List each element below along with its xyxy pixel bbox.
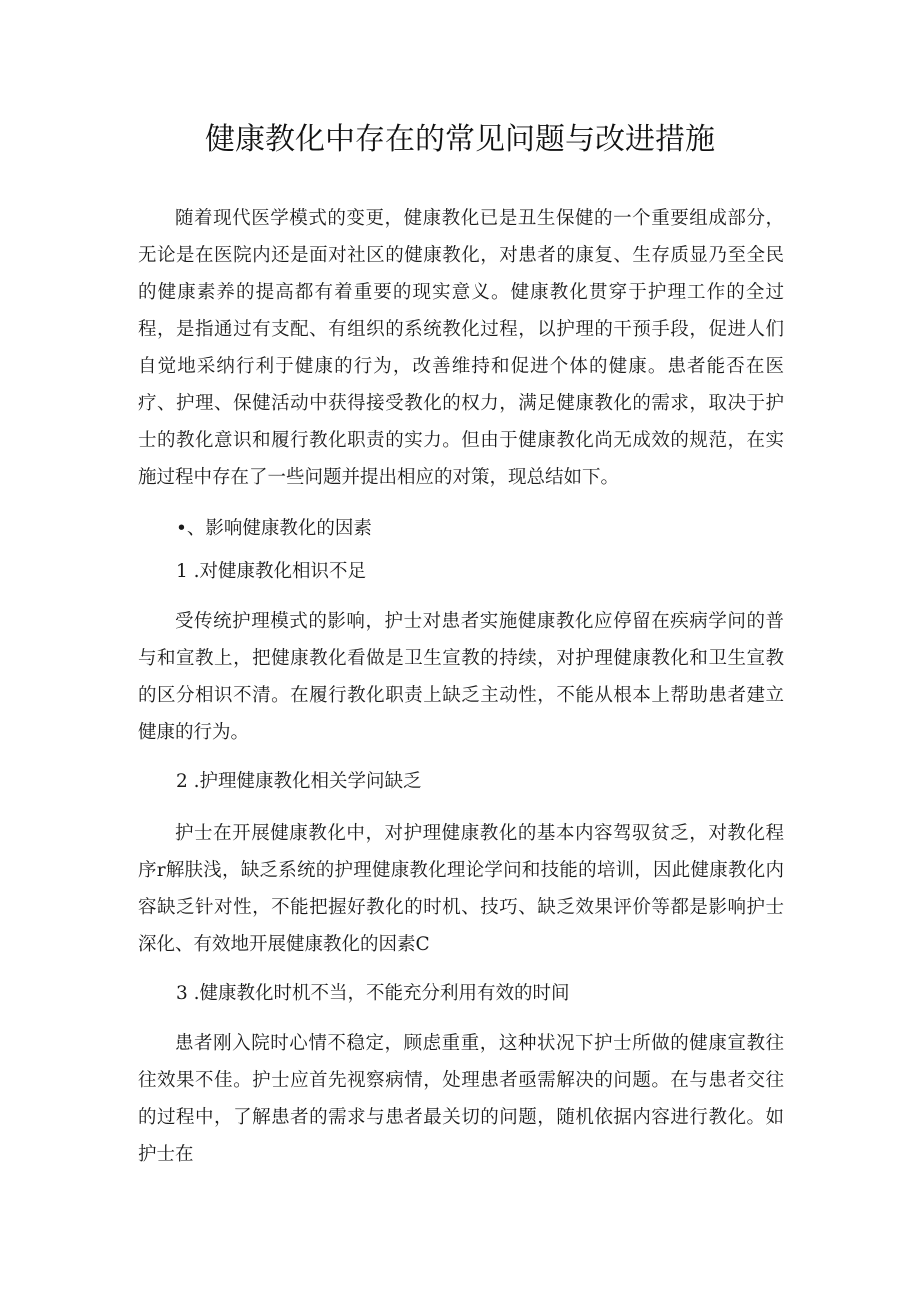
- section-heading-factors: •、影响健康教化的因素: [176, 518, 372, 539]
- item-body-3: 患者刚入院时心情不稳定，顾虑重重，这种状况下护士所做的健康宣教往往效果不佳。护士应首先视察病情，处理患者亟需解决的问题。在与患者交往的过程中，了解患者的需求与患者最关切的问题，随机依据内容进行教化。如护士在: [138, 1033, 784, 1165]
- intro-paragraph: 随着现代医学模式的变更，健康教化已是丑生保健的一个重要组成部分，无论是在医院内还是面对社区的健康教化，对患者的康复、生存质显乃至全民的健康素养的提高都有着重要的现实意义。健康教化贯穿于护理工作的全过程，是指通过有支配、有组织的系统教化过程，以护理的干预手段，促进人们自觉地采纳行利于健康的行为，改善维持和促进个体的健康。患者能否在医疗、护理、保健活动中获得接受教化的权力，满足健康教化的需求，取决于护士的教化意识和履行教化职责的实力。但由于健康教化尚无成效的规范，在实施过程中存在了一些问题并提出相应的对策，现总结如下。: [138, 208, 784, 488]
- item-heading-3: 3 .健康教化时机不当，不能充分利用有效的时间: [176, 983, 570, 1004]
- item-heading-1: 1 .对健康教化相识不足: [176, 561, 367, 582]
- item-heading-2: 2 .护理健康教化相关学问缺乏: [176, 771, 422, 792]
- document-title: 健康教化中存在的常见问题与改进措施: [205, 122, 715, 157]
- item-body-1: 受传统护理模式的影响，护士对患者实施健康教化应停留在疾病学问的普与和宣教上，把健康教化看做是卫生宣教的持续，对护理健康教化和卫生宣教的区分相识不清。在履行教化职责上缺乏主动性，不能从根本上帮助患者建立健康的行为。: [138, 611, 784, 743]
- item-body-2: 护士在开展健康教化中，对护理健康教化的基本内容驾驭贫乏，对教化程序r解肤浅，缺乏系统的护理健康教化理论学问和技能的培训，因此健康教化内容缺乏针对性，不能把握好教化的时机、技巧、缺乏效果评价等都是影响护士深化、有效地开展健康教化的因素C: [138, 823, 784, 955]
